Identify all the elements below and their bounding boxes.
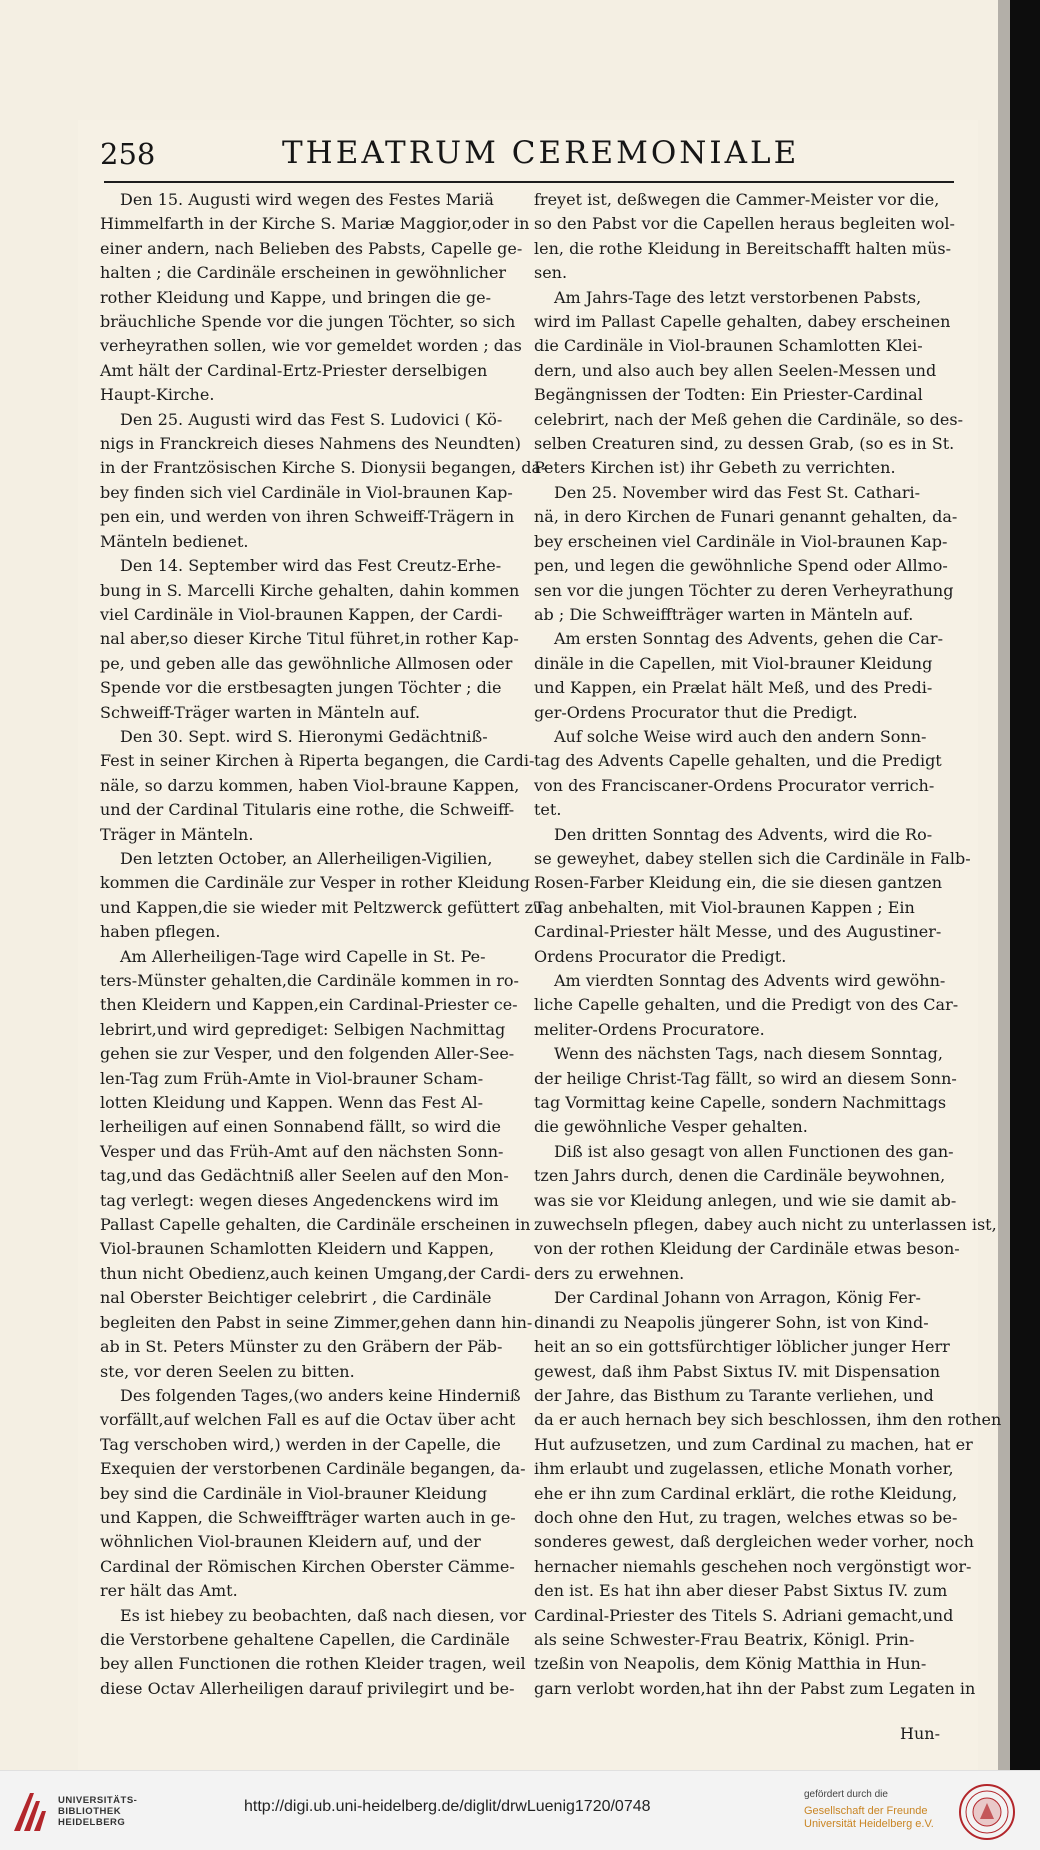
text-line: Diß ist also gesagt von allen Functionen des gan- bbox=[554, 1141, 954, 1161]
text-line: dern, und also auch bey allen Seelen-Messen und bbox=[534, 360, 937, 380]
text-line: ihm erlaubt und zugelassen, etliche Monath vorher, bbox=[534, 1459, 954, 1479]
text-line: Am Allerheiligen-Tage wird Capelle in St. Pe- bbox=[120, 946, 486, 966]
text-line: von des Franciscaner-Ordens Procurator verrich- bbox=[534, 775, 935, 795]
text-line: Am ersten Sonntag des Advents, gehen die Car- bbox=[554, 629, 943, 649]
text-line: Cardinal-Priester des Titels S. Adriani gemacht,und bbox=[534, 1605, 954, 1625]
text-line: ab in St. Peters Münster zu den Gräbern der Päb- bbox=[100, 1337, 503, 1357]
text-line: tzen Jahrs durch, denen die Cardinäle beywohnen, bbox=[534, 1166, 946, 1186]
text-line: haben pflegen. bbox=[100, 922, 221, 942]
text-line: liche Capelle gehalten, und die Predigt von des Car- bbox=[534, 995, 959, 1015]
text-line: se geweyhet, dabey stellen sich die Cardinäle in Falb- bbox=[534, 848, 971, 868]
right-text-column bbox=[534, 188, 1002, 1701]
text-line: näle, so darzu kommen, haben Viol-braune Kappen, bbox=[100, 775, 520, 795]
library-name-line: UNIVERSITÄTS- bbox=[58, 1795, 138, 1806]
paragraph bbox=[100, 1384, 526, 1604]
text-line: Wenn des nächsten Tags, nach diesem Sonntag, bbox=[554, 1044, 943, 1064]
text-line: bey erscheinen viel Cardinäle in Viol-braunen Kap- bbox=[534, 531, 948, 551]
text-line: rother Kleidung und Kappe, und bringen die ge- bbox=[100, 287, 491, 307]
text-line: Cardinal-Priester hält Messe, und des Augustiner- bbox=[534, 922, 942, 942]
text-line: diese Octav Allerheiligen darauf privilegirt und be- bbox=[100, 1678, 515, 1698]
text-line: was sie vor Kleidung anlegen, und wie sie damit ab- bbox=[534, 1190, 957, 1210]
text-line: und Kappen, ein Prælat hält Meß, und des Predi- bbox=[534, 678, 933, 698]
text-line: Tag verschoben wird,) werden in der Capelle, die bbox=[100, 1434, 501, 1454]
text-line: gewest, daß ihm Pabst Sixtus IV. mit Dispensation bbox=[534, 1361, 941, 1381]
text-line: Den 15. Augusti wird wegen des Festes Mariä bbox=[120, 190, 494, 209]
text-line: Schweiff-Träger warten in Mänteln auf. bbox=[100, 702, 421, 722]
text-line: da er auch hernach bey sich beschlossen, ihm den rothen bbox=[534, 1410, 1002, 1430]
paragraph bbox=[534, 1286, 1002, 1701]
text-line: wird im Pallast Capelle gehalten, dabey erscheinen bbox=[534, 312, 951, 332]
text-line: Spende vor die erstbesagten jungen Töchter ; die bbox=[100, 678, 502, 698]
sponsor-name-line: Gesellschaft der Freunde bbox=[804, 1805, 928, 1817]
text-line: Tag anbehalten, mit Viol-braunen Kappen ; Ein bbox=[534, 897, 915, 917]
text-line: garn verlobt worden,hat ihn der Pabst zum Legaten in bbox=[534, 1678, 976, 1698]
text-line: gehen sie zur Vesper, und den folgenden Aller-See- bbox=[100, 1044, 515, 1064]
text-line: freyet ist, deßwegen die Cammer-Meister vor die, bbox=[534, 190, 940, 209]
text-line: len-Tag zum Früh-Amte in Viol-brauner Scham- bbox=[100, 1068, 484, 1088]
text-line: Begängnissen der Todten: Ein Priester-Cardinal bbox=[534, 385, 923, 405]
text-line: und Kappen,die sie wieder mit Peltzwerck gefüttert zu bbox=[100, 897, 544, 917]
text-line: len, die rothe Kleidung in Bereitschafft halten müs- bbox=[534, 238, 952, 258]
text-line: doch ohne den Hut, zu tragen, welches etwas so be- bbox=[534, 1507, 958, 1527]
text-line: Auf solche Weise wird auch den andern Sonn- bbox=[554, 726, 927, 746]
paragraph bbox=[100, 725, 535, 847]
text-line: und Kappen, die Schweiffträger warten auch in ge- bbox=[100, 1507, 516, 1527]
text-line: begleiten den Pabst in seine Zimmer,gehen dann hin- bbox=[100, 1312, 533, 1332]
text-line: vorfällt,auf welchen Fall es auf die Octav über acht bbox=[100, 1410, 516, 1430]
text-line: die Cardinäle in Viol-braunen Schamlotten Klei- bbox=[534, 336, 923, 356]
text-line: Himmelfarth in der Kirche S. Mariæ Maggior,oder in bbox=[100, 214, 530, 234]
text-line: ab ; Die Schweiffträger warten in Mänteln auf. bbox=[534, 604, 914, 624]
paragraph bbox=[534, 481, 958, 627]
text-line: nal Oberster Beichtiger celebrirt , die Cardinäle bbox=[100, 1288, 492, 1308]
book-spine-edge bbox=[1010, 0, 1040, 1770]
text-line: rer hält das Amt. bbox=[100, 1581, 238, 1601]
paragraph bbox=[534, 823, 971, 969]
text-line: Exequien der verstorbenen Cardinäle begangen, da- bbox=[100, 1459, 526, 1479]
text-line: bräuchliche Spende vor die jungen Töchter, so sich bbox=[100, 312, 516, 332]
text-line: so den Pabst vor die Capellen heraus begleiten wol- bbox=[534, 214, 955, 234]
page-edge-shadow bbox=[998, 0, 1010, 1770]
text-line: kommen die Cardinäle zur Vesper in rother Kleidung bbox=[100, 873, 530, 893]
paragraph bbox=[100, 188, 530, 408]
text-line: dinandi zu Neapolis jüngerer Sohn, ist von Kind- bbox=[534, 1312, 929, 1332]
paragraph bbox=[534, 1042, 957, 1140]
permalink-url[interactable]: http://digi.ub.uni-heidelberg.de/diglit/drwLuenig1720/0748 bbox=[244, 1798, 651, 1815]
text-line: Haupt-Kirche. bbox=[100, 385, 215, 405]
text-line: thun nicht Obedienz,auch keinen Umgang,der Cardi- bbox=[100, 1263, 531, 1283]
text-line: Viol-braunen Schamlotten Kleidern und Kappen, bbox=[100, 1239, 495, 1259]
left-text-column bbox=[100, 188, 547, 1701]
paragraph bbox=[100, 945, 533, 1384]
text-line: tzeßin von Neapolis, dem König Matthia in Hun- bbox=[534, 1654, 927, 1674]
text-line: Rosen-Farber Kleidung ein, die sie diesen gantzen bbox=[534, 873, 943, 893]
text-line: hernacher niemahls geschehen noch vergönstigt wor- bbox=[534, 1556, 972, 1576]
text-line: nigs in Franckreich dieses Nahmens des Neundten) bbox=[100, 434, 521, 454]
paragraph bbox=[534, 286, 963, 481]
text-line: ste, vor deren Seelen zu bitten. bbox=[100, 1361, 355, 1381]
text-line: Es ist hiebey zu beobachten, daß nach diesen, vor bbox=[120, 1605, 527, 1625]
text-line: sen. bbox=[534, 263, 568, 283]
text-line: pe, und geben alle das gewöhnliche Allmosen oder bbox=[100, 653, 513, 673]
text-line: Hut aufzusetzen, und zum Cardinal zu machen, hat er bbox=[534, 1434, 973, 1454]
text-line: dinäle in die Capellen, mit Viol-brauner Kleidung bbox=[534, 653, 933, 673]
text-line: Mänteln bedienet. bbox=[100, 531, 249, 551]
text-line: tag des Advents Capelle gehalten, und die Predigt bbox=[534, 751, 942, 771]
page-number: 258 bbox=[100, 137, 156, 171]
text-line: bey finden sich viel Cardinäle in Viol-braunen Kap- bbox=[100, 482, 513, 502]
text-line: tag Vormittag keine Capelle, sondern Nachmittags bbox=[534, 1093, 947, 1113]
text-line: tet. bbox=[534, 800, 562, 820]
text-line: verheyrathen sollen, wie vor gemeldet worden ; das bbox=[100, 336, 522, 356]
text-line: lotten Kleidung und Kappen. Wenn das Fest Al- bbox=[100, 1093, 484, 1113]
paragraph bbox=[100, 1604, 527, 1702]
sponsor-name[interactable] bbox=[804, 1805, 934, 1831]
library-name bbox=[58, 1795, 137, 1828]
header-rule bbox=[104, 181, 954, 183]
text-line: wöhnlichen Viol-braunen Kleidern auf, und der bbox=[100, 1532, 481, 1552]
text-line: lerheiligen auf einen Sonnabend fällt, so wird die bbox=[100, 1117, 501, 1137]
text-line: der heilige Christ-Tag fällt, so wird an diesem Sonn- bbox=[534, 1068, 957, 1088]
text-line: die gewöhnliche Vesper gehalten. bbox=[534, 1117, 808, 1137]
text-line: lebrirt,und wird geprediget: Selbigen Nachmittag bbox=[100, 1019, 506, 1039]
text-line: bung in S. Marcelli Kirche gehalten, dahin kommen bbox=[100, 580, 520, 600]
text-line: ger-Ordens Procurator thut die Predigt. bbox=[534, 702, 858, 722]
text-line: bey sind die Cardinäle in Viol-brauner Kleidung bbox=[100, 1483, 488, 1503]
sponsor-name-line: Universität Heidelberg e.V. bbox=[804, 1818, 934, 1830]
text-line: Fest in seiner Kirchen à Riperta begangen, die Cardi- bbox=[100, 751, 535, 771]
paragraph bbox=[100, 408, 547, 554]
text-line: nal aber,so dieser Kirche Titul führet,in rother Kap- bbox=[100, 629, 519, 649]
text-line: ders zu erwehnen. bbox=[534, 1263, 685, 1283]
paragraph bbox=[534, 725, 954, 823]
text-line: heit an so ein gottsfürchtiger löblicher junger Herr bbox=[534, 1337, 950, 1357]
text-line: tag verlegt: wegen dieses Angedenckens wird im bbox=[100, 1190, 499, 1210]
text-line: und der Cardinal Titularis eine rothe, die Schweiff- bbox=[100, 800, 515, 820]
running-head: THEATRUM CEREMONIALE bbox=[282, 135, 800, 171]
text-line: selben Creaturen sind, zu dessen Grab, (so es in St. bbox=[534, 434, 955, 454]
text-line: als seine Schwester-Frau Beatrix, Königl. Prin- bbox=[534, 1629, 915, 1649]
sponsor-label: gefördert durch die bbox=[804, 1789, 888, 1800]
text-line: zuwechseln pflegen, dabey auch nicht zu unterlassen ist, bbox=[534, 1215, 997, 1235]
paragraph bbox=[534, 188, 954, 286]
text-line: Des folgenden Tages,(wo anders keine Hinderniß bbox=[120, 1385, 521, 1405]
text-line: Den 25. November wird das Fest St. Cathari- bbox=[554, 482, 921, 502]
text-line: einer andern, nach Belieben des Pabsts, Capelle ge- bbox=[100, 238, 523, 258]
university-seal-icon[interactable] bbox=[958, 1783, 1016, 1841]
text-line: Träger in Mänteln. bbox=[100, 824, 254, 844]
paragraph bbox=[100, 554, 520, 725]
text-line: Am Jahrs-Tage des letzt verstorbenen Pabsts, bbox=[554, 287, 922, 307]
library-name-line: HEIDELBERG bbox=[58, 1817, 126, 1828]
text-line: Ordens Procurator die Predigt. bbox=[534, 946, 787, 966]
text-line: pen, und legen die gewöhnliche Spend oder Allmo- bbox=[534, 556, 948, 576]
paragraph bbox=[534, 969, 959, 1042]
text-line: halten ; die Cardinäle erscheinen in gewöhnlicher bbox=[100, 263, 507, 283]
text-line: then Kleidern und Kappen,ein Cardinal-Priester ce- bbox=[100, 995, 518, 1015]
text-line: in der Frantzösischen Kirche S. Dionysii begangen, da- bbox=[100, 458, 547, 478]
paragraph bbox=[534, 1140, 997, 1286]
text-line: celebrirt, nach der Meß gehen die Cardinäle, so des- bbox=[534, 409, 963, 429]
text-line: Amt hält der Cardinal-Ertz-Priester derselbigen bbox=[100, 360, 488, 380]
text-line: der Jahre, das Bisthum zu Tarante verliehen, und bbox=[534, 1385, 934, 1405]
text-line: die Verstorbene gehaltene Capellen, die Cardinäle bbox=[100, 1629, 510, 1649]
viewer-footer bbox=[0, 1770, 1040, 1850]
library-name-line: BIBLIOTHEK bbox=[58, 1806, 122, 1817]
paragraph bbox=[100, 847, 544, 945]
text-line: Den letzten October, an Allerheiligen-Vigilien, bbox=[120, 848, 493, 868]
text-line: ehe er ihn zum Cardinal erklärt, die rothe Kleidung, bbox=[534, 1483, 958, 1503]
text-line: Am vierdten Sonntag des Advents wird gewöhn- bbox=[554, 971, 946, 990]
paragraph bbox=[534, 627, 954, 725]
university-library-logo-icon[interactable] bbox=[10, 1787, 52, 1835]
text-line: meliter-Ordens Procuratore. bbox=[534, 1019, 765, 1039]
text-line: Vesper und das Früh-Amt auf den nächsten Sonn- bbox=[100, 1141, 504, 1161]
text-line: sen vor die jungen Töchter zu deren Verheyrathung bbox=[534, 580, 954, 600]
text-line: Der Cardinal Johann von Arragon, König Fer- bbox=[554, 1288, 921, 1308]
text-line: von der rothen Kleidung der Cardinäle etwas beson- bbox=[534, 1239, 960, 1259]
text-line: ters-Münster gehalten,die Cardinäle kommen in ro- bbox=[100, 971, 519, 990]
text-line: Den 30. Sept. wird S. Hieronymi Gedächtniß- bbox=[120, 726, 488, 746]
text-line: den ist. Es hat ihn aber dieser Pabst Sixtus IV. zum bbox=[534, 1581, 948, 1601]
catchword: Hun- bbox=[900, 1724, 940, 1743]
text-line: Den 14. September wird das Fest Creutz-Erhe- bbox=[120, 556, 502, 576]
text-line: nä, in dero Kirchen de Funari genannt gehalten, da- bbox=[534, 507, 958, 527]
text-line: Den 25. Augusti wird das Fest S. Ludovici ( Kö- bbox=[120, 409, 503, 429]
text-line: Pallast Capelle gehalten, die Cardinäle erscheinen in bbox=[100, 1215, 531, 1235]
text-line: bey allen Functionen die rothen Kleider tragen, weil bbox=[100, 1654, 526, 1674]
text-line: sonderes gewest, daß dergleichen weder vorher, noch bbox=[534, 1532, 974, 1552]
text-line: viel Cardinäle in Viol-braunen Kappen, der Cardi- bbox=[100, 604, 503, 624]
text-line: tag,und das Gedächtniß aller Seelen auf den Mon- bbox=[100, 1166, 509, 1186]
text-line: Den dritten Sonntag des Advents, wird die Ro- bbox=[554, 824, 933, 844]
text-line: Peters Kirchen ist) ihr Gebeth zu verrichten. bbox=[534, 458, 896, 478]
text-line: pen ein, und werden von ihren Schweiff-Trägern in bbox=[100, 507, 515, 527]
text-line: Cardinal der Römischen Kirchen Oberster Cämme- bbox=[100, 1556, 515, 1576]
